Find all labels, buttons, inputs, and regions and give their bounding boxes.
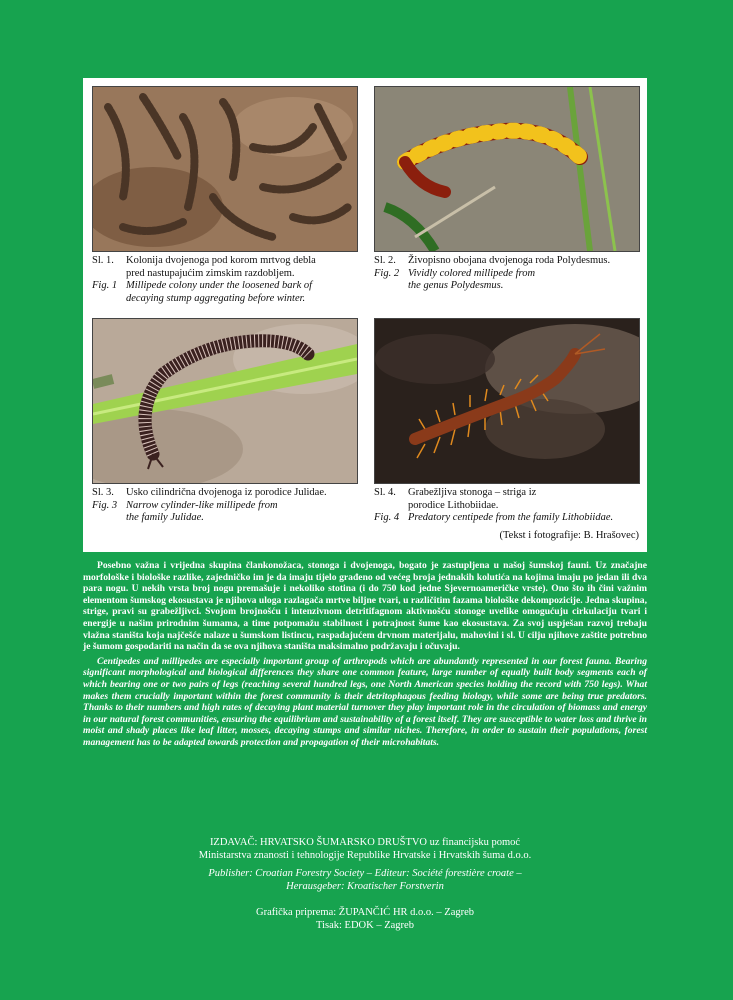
caption-line: pred nastupajućim zimskim razdobljem.: [126, 267, 295, 279]
caption-line: Grabežljiva stonoga – striga iz: [408, 487, 537, 498]
figure-panel: [83, 78, 647, 552]
body-text: [83, 560, 647, 749]
photo-millipede-colony: [92, 86, 358, 252]
paragraph-croatian: Posebno važna i vrijedna skupina člankonožaca, stonoga i dvojenoga, bogato je zastupljena u našoj šumskoj fauni. Uz značajne morfološke i biološke razlike, zajedničko im je da imaju tijelo građeno od većeg broja jednakih kolutića na kojima imaju po jedan ili dva para nogu. U nekih vrsta broj nogu premašuje i nekoliko stotina (i do 750 kod jedne Sjevernoameričke vrste). Ono što ih čini važnim elementom šumskog ekosustava je njihova uloga razlagača mrtve biljne tvari, u različitim fazama biološke dekompozicije. Jedna skupina, strige, pravi su grabežljivci. Svojom brojnošću i intenzivnom detritifagnom aktivnošću stonoge uvelike omogućuju cirkulaciju tvari i energije u našim prirodnim šumama, a time potpomažu stabilnost i potrajnost šume kao ekosustava. Za svoj uspješan razvoj trebaju vlažna staništa koja najčešće nalaze u šumskom listincu, raspadajućem drvnom materijalu, mahovini i sl. U cilju njihove zaštite potrebno je šumom gospodariti na način da se ova njihova staništa maksimalno podržavaju i očuvaju.: [83, 560, 647, 653]
imprint-publisher-de: Herausgeber: Kroatischer Forstverin: [286, 880, 444, 892]
caption-number: Fig. 3: [92, 499, 118, 511]
photo-julidae: [92, 318, 358, 484]
caption-number: Sl. 4.: [374, 487, 396, 498]
caption-line: Živopisno obojana dvojenoga roda Polydesmus.: [408, 255, 611, 266]
caption-line: the family Julidae.: [126, 512, 204, 523]
caption-line: porodice Lithobiidae.: [408, 499, 499, 511]
paragraph-english: Centipedes and millipedes are especially important group of arthropods which are abundantly represented in our forest fauna. Bearing significant morphological and biological differences they share one common feature, large number of equally built body segments each of which bearing one or two pairs of legs (reaching several hundred legs, one North American species holding the record with 750 legs). What makes them crucially important within the forest community is their detritophagous feeding biology, while some are being true predators. Thanks to their numbers and high rates of decaying plant material turnover they play important role in the circulation of biomass and energy in our natural forest communities, ensuring the equilibrium and sustainability of a forest itself. They are susceptible to water loss and thrive in moist and shady places like leaf litter, mosses, decaying stumps and similar niches. Therefore, in order to sustain their populations, forest management has to be adapted towards protection and propagation of their microhabitats.: [83, 655, 647, 748]
imprint-design: Grafička priprema: ŽUPANČIĆ HR d.o.o. – Zagreb: [255, 907, 475, 918]
caption-number: Sl. 1.: [92, 255, 114, 266]
caption-line: decaying stump aggregating before winter.: [126, 292, 306, 304]
caption-line: Kolonija dvojenoga pod korom mrtvog debla: [126, 255, 316, 266]
caption-fig2: [374, 255, 644, 293]
caption-number: Sl. 3.: [92, 487, 114, 498]
julidae-image: [93, 319, 357, 483]
millipede-colony-image: [93, 87, 357, 251]
polydesmus-image: [375, 87, 639, 251]
caption-fig3: [92, 487, 367, 525]
lithobiidae-image: [375, 319, 639, 483]
imprint-print: Tisak: EDOK – Zagreb: [316, 919, 414, 931]
photo-credit: (Tekst i fotografije: B. Hrašovec): [499, 530, 639, 541]
caption-number: Fig. 4: [374, 512, 400, 523]
imprint-support: Ministarstva znanosti i tehnologije Republike Hrvatske i Hrvatskih šuma d.o.o.: [198, 849, 532, 861]
caption-line: Vividly colored millipede from: [408, 267, 536, 279]
caption-number: Sl. 2.: [374, 255, 396, 266]
caption-line: the genus Polydesmus.: [408, 280, 504, 291]
caption-fig4: [374, 487, 644, 525]
caption-line: Predatory centipede from the family Lithobiidae.: [408, 512, 614, 523]
caption-number: Fig. 2: [374, 267, 400, 279]
caption-line: Usko cilindrična dvojenoga iz porodice Julidae.: [126, 487, 327, 498]
caption-number: Fig. 1: [92, 280, 118, 291]
caption-fig1: [92, 255, 362, 305]
imprint-publisher: IZDAVAČ: HRVATSKO ŠUMARSKO DRUŠTVO uz financijsku pomoć: [209, 837, 521, 848]
caption-line: Millipede colony under the loosened bark of: [126, 280, 313, 291]
imprint-publisher-en: Publisher: Croatian Forestry Society – Editeur: Société forestière croate –: [208, 868, 522, 879]
caption-line: Narrow cylinder-like millipede from: [126, 499, 278, 511]
photo-lithobiidae: [374, 318, 640, 484]
imprint: [83, 837, 647, 932]
photo-polydesmus: [374, 86, 640, 252]
